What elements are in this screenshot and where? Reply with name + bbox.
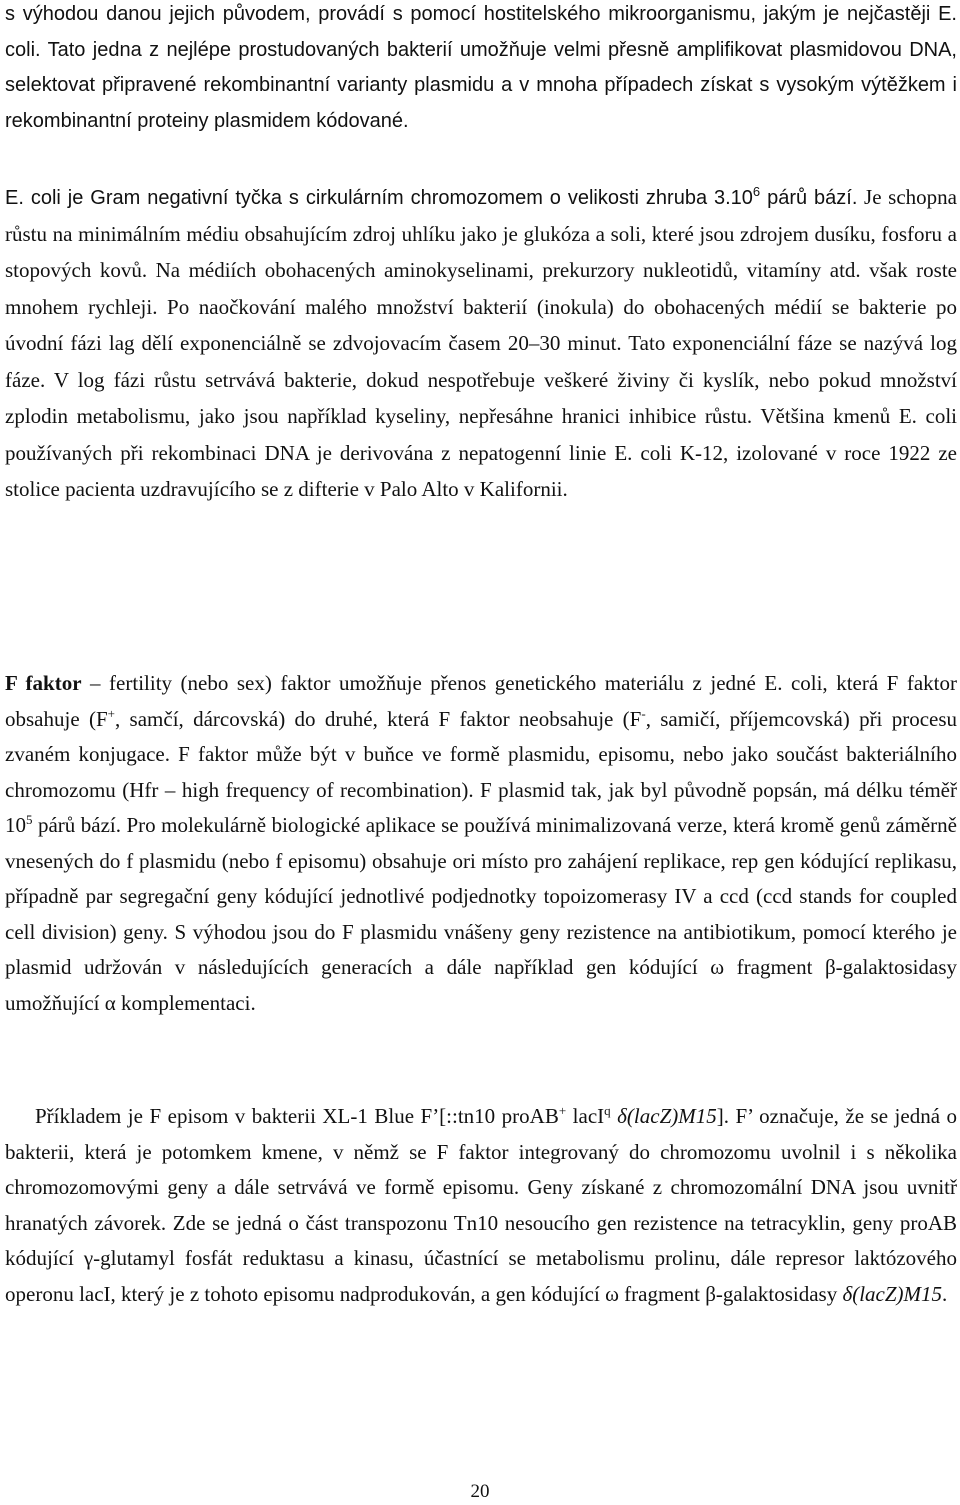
genotype-italic-end: δ(lacZ)M15 bbox=[842, 1281, 943, 1306]
page-number: 20 bbox=[470, 1481, 490, 1502]
f-factor-text-b: , samčí, dárcovská) do druhé, která F faktor neobsahuje (F bbox=[114, 706, 642, 731]
f-factor-term: F faktor bbox=[5, 671, 82, 695]
paragraph-text: s výhodou danou jejich původem, provádí s pomocí hostitelského mikroorganismu, jakým je nejčastěji E. coli. Tato jedna z nejlépe prostudovaných bakterií umožňuje velmi přesně amplifikovat plasmidovou DNA, selektovat připravené rekombinantní varianty plasmidu a v mnoha případech získat s vysokým výtěžkem i rekombinantní proteiny plasmidem kódované. bbox=[5, 3, 957, 132]
paragraph-plasmid-host bbox=[5, 0, 957, 139]
example-text-a: Příkladem je F episom v bakterii XL-1 Blue F’[::tn10 proAB bbox=[35, 1104, 559, 1128]
growth-text: Je schopna růstu na minimálním médiu obsahujícím zdroj uhlíku jako je glukóza a soli, které jsou zdrojem dusíku, fosforu a stopových kovů. Na médiích obohacených aminokyselinami, prekurzory nukleotidů, vitamíny atd. však roste mnohem rychleji. Po naočkování malého množství bakterií (inokula) do obohacených médií se bakterie po úvodní fázi lag dělí exponenciálně se zdvojovacím časem 20–30 minut. Tato exponenciální fáze se nazývá log fáze. V log fázi růstu setrvává bakterie, dokud nespotřebuje veškeré živiny či kyslík, nebo pokud množství zplodin metabolismu, jako jsou například kyseliny, nepřesáhne hranici inhibice růstu. Většina kmenů E. coli používaných při rekombinaci DNA je derivována z nepatogenní linie E. coli K-12, izolované v roce 1922 ze stolice pacienta uzdravujícího se z difterie v Palo Alto v Kalifornii. bbox=[5, 185, 957, 501]
example-text-b: lacI bbox=[566, 1104, 605, 1128]
genotype-italic: δ(lacZ)M15 bbox=[617, 1104, 717, 1128]
paragraph-xl1-blue-example bbox=[5, 1099, 957, 1312]
length-exponent: 5 bbox=[26, 812, 33, 827]
example-text-e: . bbox=[942, 1281, 948, 1306]
example-text-d: ]. F’ označuje, že se jedná o bakterii, která je potomkem kmene, v němž se F faktor integrovaný do chromozomu uvolnil i s několika chromozomovými geny a dále setrvává ve formě episomu. Geny získané z chromozomální DNA jsou uvnitř hranatých závorek. Zde se jedná o část transpozonu Tn10 nesoucího gen rezistence na tetracyklin, geny proAB kódující γ-glutamyl fosfát reduktasu a kinasu, účastnící se metabolismu prolinu, dále represor laktózového operonu lacI, který je z tohoto episomu nadprodukován, a gen kódující ω fragment β-galaktosidasy bbox=[5, 1104, 958, 1306]
laci-superscript: q bbox=[604, 1103, 611, 1118]
paragraph-ecoli-description bbox=[5, 180, 957, 509]
f-minus-superscript: - bbox=[641, 705, 646, 721]
genome-size-exponent: 6 bbox=[752, 184, 761, 199]
f-factor-text-c: , samičí, příjemcovská) při procesu zvaném konjugace. F faktor může být v buňce ve formě plasmidu, episomu, nebo jako součást bakteriálního chromozomu (Hfr – high frequency of recombination). F plasmid tak, jak byl původně popsán, má délku téměř 10 bbox=[5, 706, 958, 837]
f-factor-text-d: párů bází. Pro molekulárně biologické aplikace se používá minimalizovaná verze, která kromě genů záměrně vnesených do f plasmidu (nebo f episomu) obsahuje ori místo pro zahájení replikace, rep gen kódující replikasu, případně par segregační geny kódující jednotlivé podjednotky topoizomerasy IV a ccd (ccd stands for coupled cell division) geny. S výhodou jsou do F plasmidu vnášeny geny rezistence na antibiotikum, pomocí kterého je plasmid udržován v následujících generacích a dále například gen kódující ω fragment β-galaktosidasy umožňující α komplementaci. bbox=[5, 813, 957, 1015]
paragraph-f-factor bbox=[5, 666, 957, 1021]
genome-size-text: E. coli je Gram negativní tyčka s cirkulárním chromozomem o velikosti zhruba 3.10 bbox=[5, 187, 753, 209]
f-factor-text-a: – fertility (nebo sex) faktor umožňuje přenos genetického materiálu z jedné E. coli, která F faktor obsahuje (F bbox=[5, 671, 957, 731]
proab-superscript: + bbox=[558, 1103, 567, 1118]
base-pairs-text: párů bází. bbox=[760, 187, 858, 209]
f-plus-superscript: + bbox=[107, 705, 115, 721]
